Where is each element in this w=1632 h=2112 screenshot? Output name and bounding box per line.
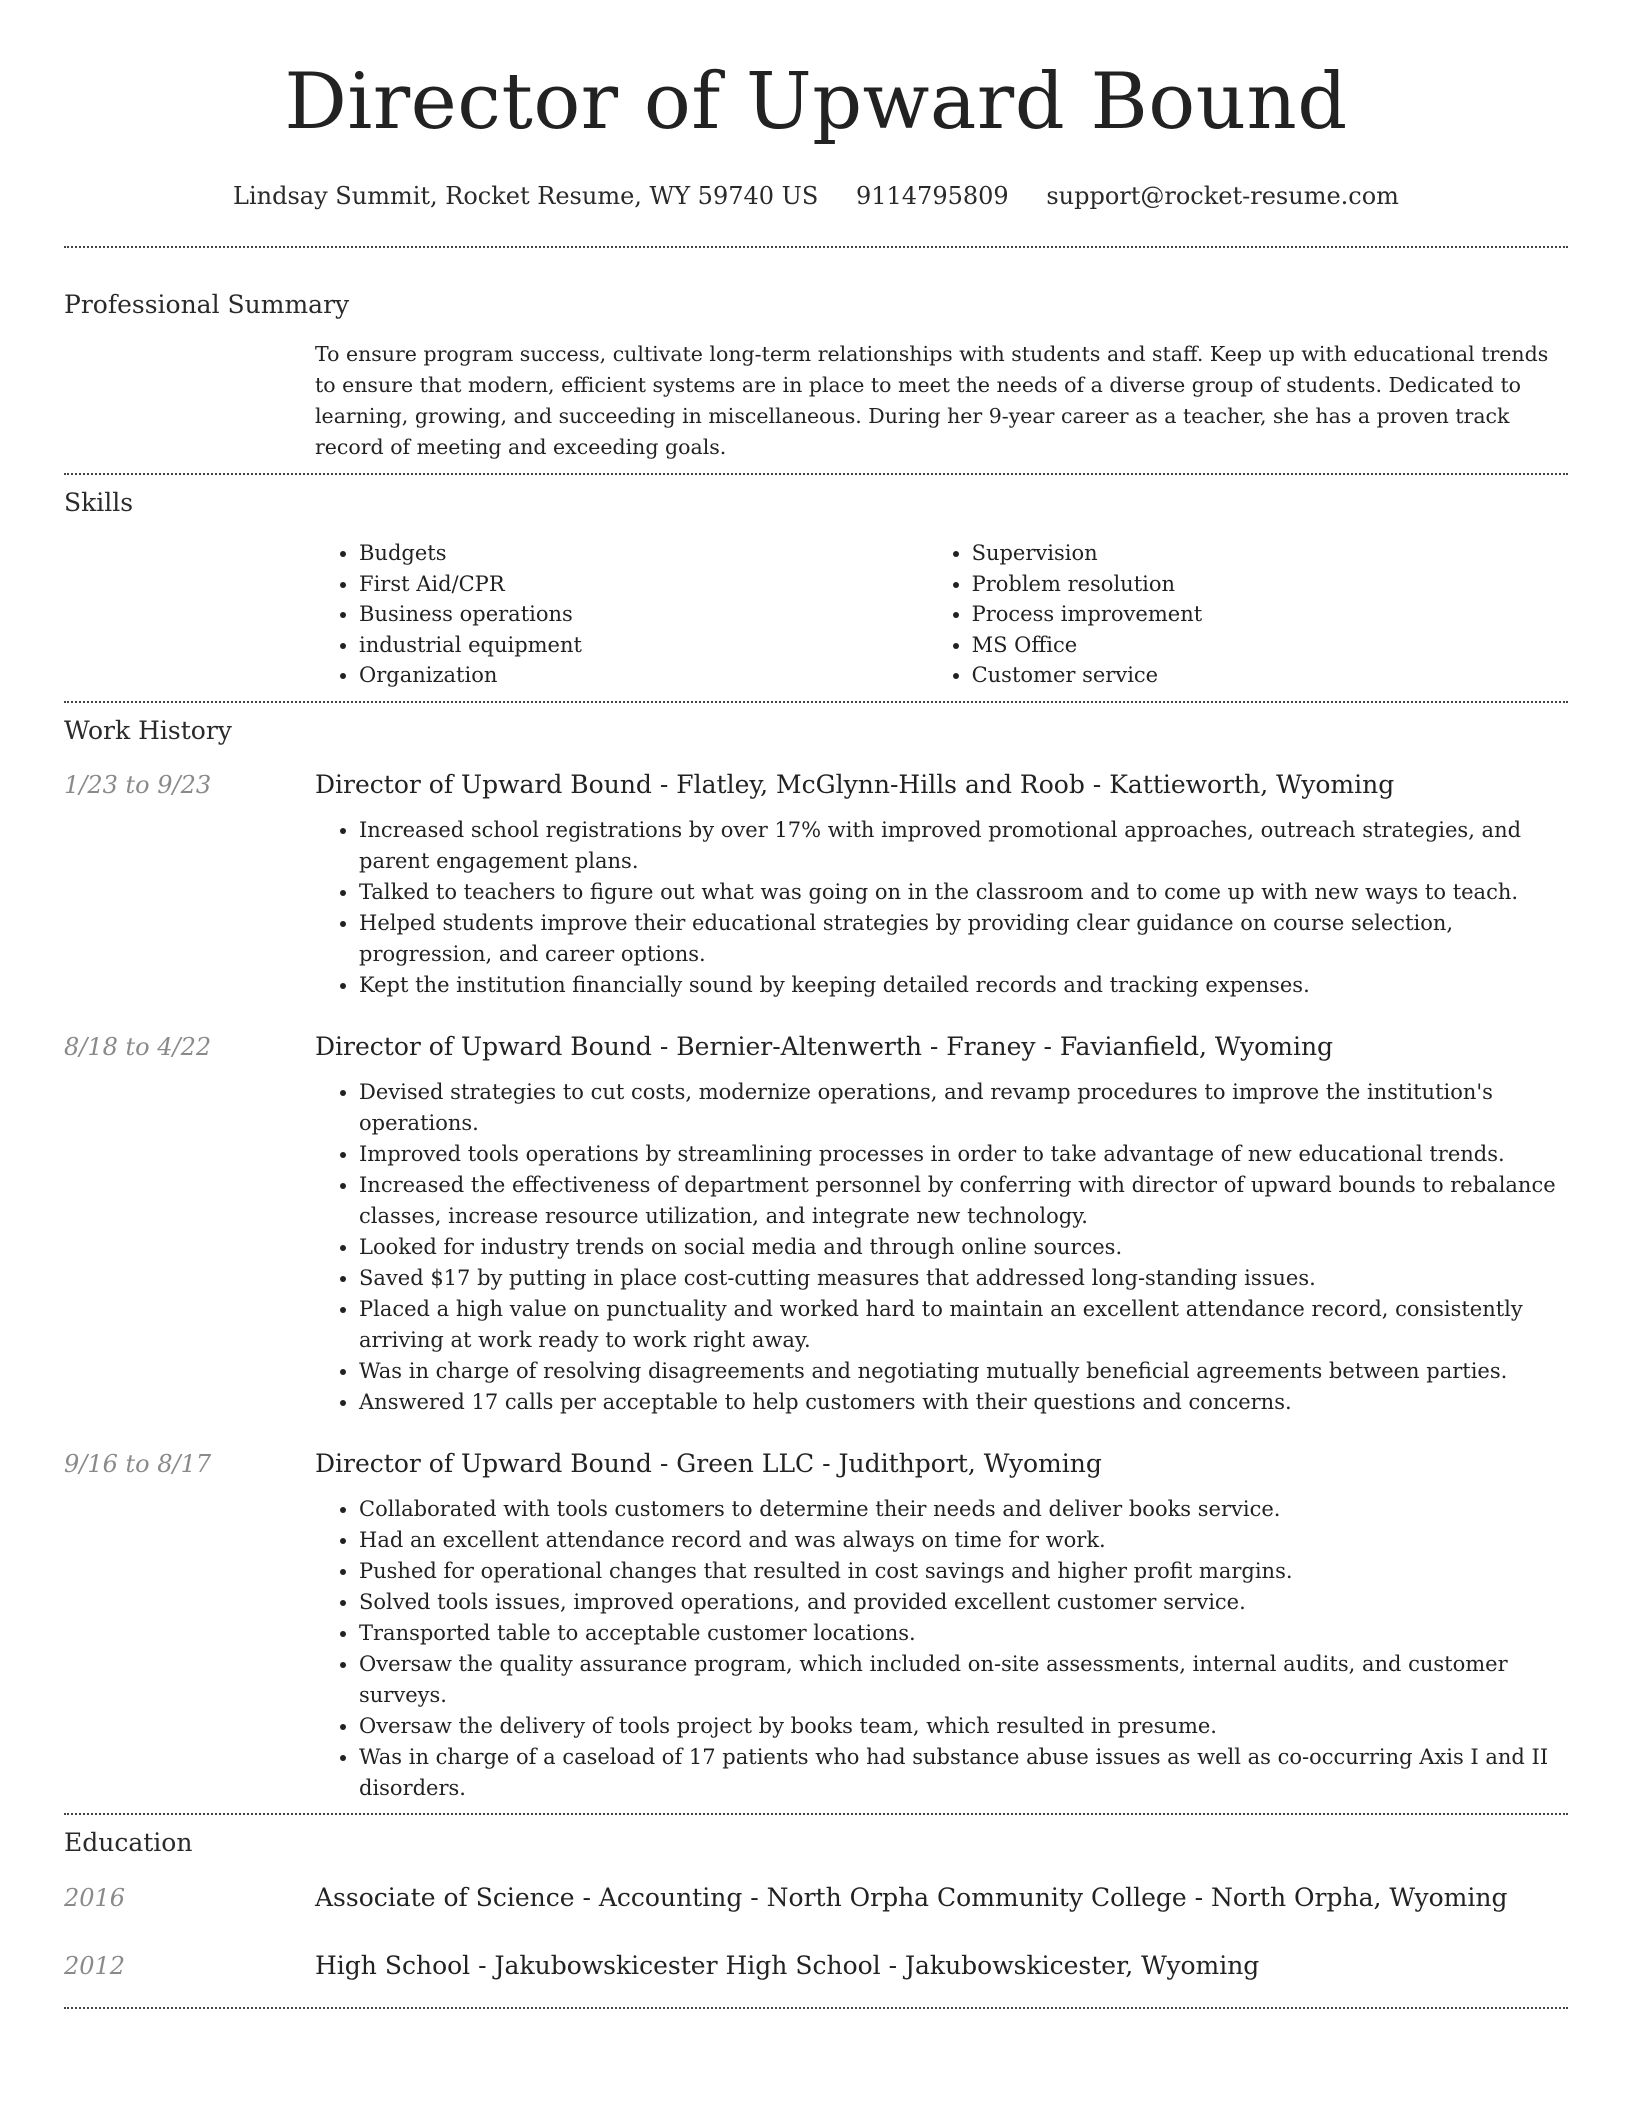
- job-title: Director of Upward Bound - Green LLC - Judithport, Wyoming: [315, 1448, 1102, 1478]
- education-title: Associate of Science - Accounting - North Orpha Community College - North Orpha, Wyoming: [315, 1882, 1508, 1912]
- summary-heading: Professional Summary: [64, 290, 350, 319]
- contact-email: support@rocket-resume.com: [1046, 182, 1399, 210]
- contact-address: Lindsay Summit, Rocket Resume, WY 59740 US: [233, 182, 819, 210]
- job-bullet: • Answered 17 calls per acceptable to help customers with their questions and concerns.: [359, 1387, 1568, 1418]
- education-year: 2012: [64, 1951, 126, 1980]
- job-bullet: • Saved $17 by putting in place cost-cutting measures that addressed long-standing issues.: [359, 1263, 1568, 1294]
- skill-item: • Customer service: [972, 660, 1568, 691]
- job-bullet: • Was in charge of a caseload of 17 patients who had substance abuse issues as well as co-occurring Axis I and II disorders.: [359, 1742, 1568, 1804]
- skills-list-right: [928, 538, 1568, 691]
- job-bullet: • Oversaw the delivery of tools project by books team, which resulted in presume.: [359, 1711, 1568, 1742]
- skills-grid: [315, 538, 1568, 691]
- skill-item: • Supervision: [972, 538, 1568, 569]
- resume-title: Director of Upward Bound: [284, 57, 1348, 147]
- skill-item: • MS Office: [972, 630, 1568, 661]
- divider: [64, 473, 1568, 475]
- job-bullet: • Kept the institution financially sound by keeping detailed records and tracking expenses.: [359, 970, 1568, 1001]
- job-entry: [64, 1030, 1568, 1418]
- education-entry: [64, 1949, 1568, 1983]
- job-title: Director of Upward Bound - Bernier-Altenwerth - Franey - Favianfield, Wyoming: [315, 1031, 1334, 1061]
- divider: [64, 701, 1568, 703]
- job-bullet: • Devised strategies to cut costs, modernize operations, and revamp procedures to improve the institution's operations.: [359, 1077, 1568, 1139]
- job-bullet: • Improved tools operations by streamlining processes in order to take advantage of new educational trends.: [359, 1139, 1568, 1170]
- job-dates: 9/16 to 8/17: [64, 1449, 212, 1478]
- job-bullet: • Increased the effectiveness of department personnel by conferring with director of upward bounds to rebalance classes, increase resource utilization, and integrate new technology.: [359, 1170, 1568, 1232]
- skill-item: • First Aid/CPR: [359, 569, 928, 600]
- job-bullet: • Oversaw the quality assurance program, which included on-site assessments, internal audits, and customer surveys.: [359, 1649, 1568, 1711]
- summary-text: To ensure program success, cultivate long-term relationships with students and staff. Keep up with educational trends to ensure that modern, efficient systems are in place to meet the needs of a diverse group of students. Dedicated to learning, growing, and succeeding in miscellaneous. During her 9-year career as a teacher, she has a proven track record of meeting and exceeding goals.: [315, 342, 1549, 459]
- job-bullet: • Had an excellent attendance record and was always on time for work.: [359, 1525, 1568, 1556]
- job-bullet: • Helped students improve their educational strategies by providing clear guidance on course selection, progression, and career options.: [359, 908, 1568, 970]
- skill-item: • Problem resolution: [972, 569, 1568, 600]
- job-bullet: • Transported table to acceptable customer locations.: [359, 1618, 1568, 1649]
- job-bullets: [315, 1494, 1568, 1804]
- job-entry: [64, 1447, 1568, 1804]
- contact-phone: 9114795809: [855, 182, 1009, 210]
- job-dates: 8/18 to 4/22: [64, 1032, 212, 1061]
- contact-line: [64, 180, 1568, 212]
- education-title: High School - Jakubowskicester High School - Jakubowskicester, Wyoming: [315, 1950, 1260, 1980]
- job-bullet: • Was in charge of resolving disagreements and negotiating mutually beneficial agreements between parties.: [359, 1356, 1568, 1387]
- job-title: Director of Upward Bound - Flatley, McGlynn-Hills and Roob - Kattieworth, Wyoming: [315, 769, 1395, 799]
- job-entry: [64, 768, 1568, 1001]
- divider: [64, 1813, 1568, 1815]
- job-bullets: [315, 1077, 1568, 1418]
- skill-item: • Process improvement: [972, 599, 1568, 630]
- skill-item: • Business operations: [359, 599, 928, 630]
- skill-item: • Organization: [359, 660, 928, 691]
- divider: [64, 2007, 1568, 2009]
- skills-heading: Skills: [64, 488, 134, 517]
- job-bullet: • Increased school registrations by over 17% with improved promotional approaches, outreach strategies, and parent engagement plans.: [359, 815, 1568, 877]
- job-bullets: [315, 815, 1568, 1001]
- education-heading: Education: [64, 1827, 193, 1857]
- skill-item: • Budgets: [359, 538, 928, 569]
- job-bullet: • Looked for industry trends on social media and through online sources.: [359, 1232, 1568, 1263]
- skills-list-left: [315, 538, 928, 691]
- resume-page: [64, 0, 1568, 2009]
- work-heading: Work History: [64, 715, 232, 745]
- job-bullet: • Solved tools issues, improved operations, and provided excellent customer service.: [359, 1587, 1568, 1618]
- job-bullet: • Placed a high value on punctuality and worked hard to maintain an excellent attendance record, consistently arriving at work ready to work right away.: [359, 1294, 1568, 1356]
- job-bullet: • Talked to teachers to figure out what was going on in the classroom and to come up with new ways to teach.: [359, 877, 1568, 908]
- job-dates: 1/23 to 9/23: [64, 770, 212, 799]
- job-bullet: • Collaborated with tools customers to determine their needs and deliver books service.: [359, 1494, 1568, 1525]
- skill-item: • industrial equipment: [359, 630, 928, 661]
- education-entry: [64, 1881, 1568, 1915]
- job-bullet: • Pushed for operational changes that resulted in cost savings and higher profit margins.: [359, 1556, 1568, 1587]
- divider: [64, 246, 1568, 248]
- education-year: 2016: [64, 1883, 126, 1912]
